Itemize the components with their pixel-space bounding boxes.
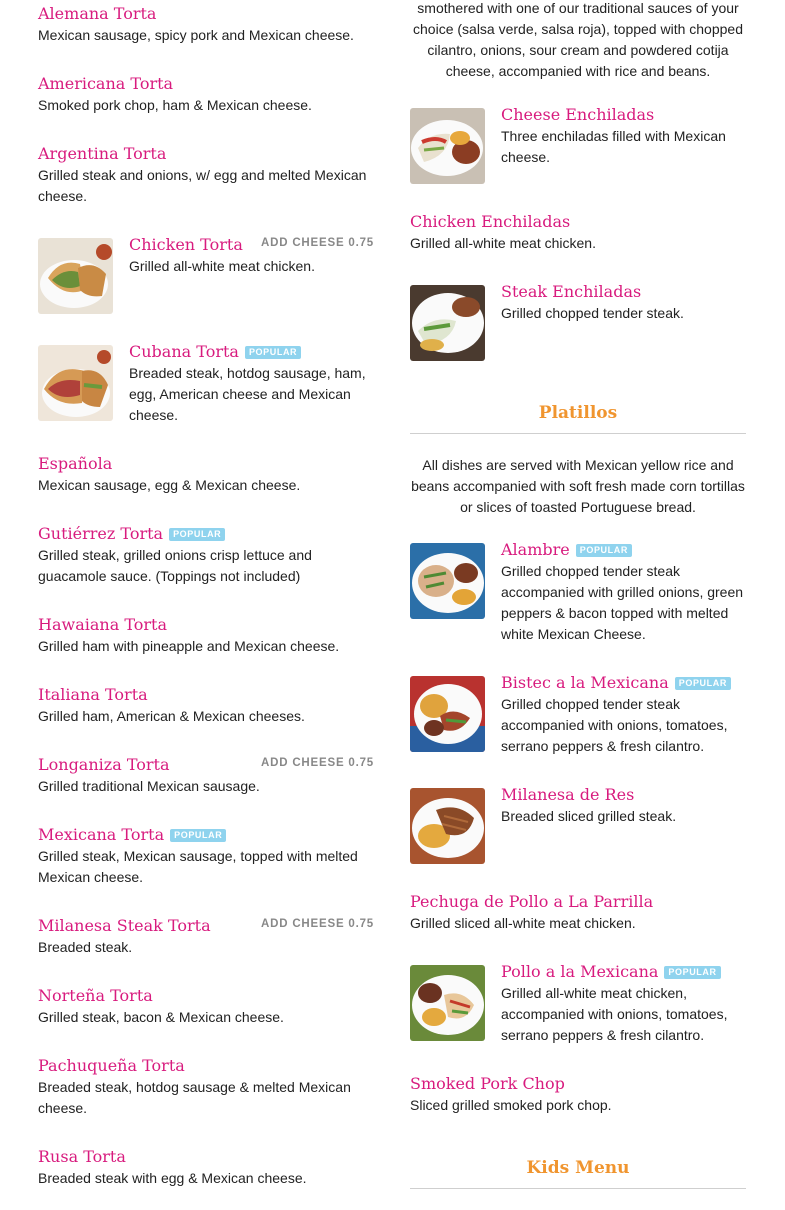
item-description: Breaded steak. xyxy=(38,939,133,955)
bistec-photo xyxy=(410,676,485,752)
add-cheese-option[interactable]: ADD CHEESE 0.75 xyxy=(261,918,374,930)
item-title xyxy=(38,825,374,845)
menu-item-nortena-torta[interactable] xyxy=(38,986,374,1028)
kids-menu-section-title: Kids Menu xyxy=(526,1158,630,1178)
milanesa-photo xyxy=(410,788,485,864)
chicken-torta-photo xyxy=(38,238,113,314)
menu-item-chicken-torta[interactable] xyxy=(38,235,374,315)
menu-item-chicken-enchiladas[interactable] xyxy=(410,212,746,254)
item-title: Chicken Torta xyxy=(129,235,243,254)
item-description: Breaded sliced grilled steak. xyxy=(501,808,677,824)
item-title-text: Alambre xyxy=(501,540,570,559)
item-description: Grilled traditional Mexican sausage. xyxy=(38,778,260,794)
popular-badge: POPULAR xyxy=(170,829,226,842)
item-description: Grilled sliced all-white meat chicken. xyxy=(410,915,636,931)
menu-item-argentina-torta[interactable] xyxy=(38,144,374,207)
item-description: Grilled steak, Mexican sausage, topped with melted Mexican cheese. xyxy=(38,848,358,885)
add-cheese-option[interactable]: ADD CHEESE 0.75 xyxy=(261,237,374,249)
menu-item-alemana-torta[interactable] xyxy=(38,4,374,46)
item-title xyxy=(501,540,746,560)
item-title: Pachuqueña Torta xyxy=(38,1056,185,1075)
item-description: Smoked pork chop, ham & Mexican cheese. xyxy=(38,97,312,113)
popular-badge: POPULAR xyxy=(245,346,301,359)
popular-badge: POPULAR xyxy=(664,966,720,979)
item-title: Italiana Torta xyxy=(38,685,148,704)
item-title: Longaniza Torta xyxy=(38,755,170,774)
steak-enchiladas-photo xyxy=(410,285,485,361)
item-title xyxy=(129,342,374,362)
item-title: Americana Torta xyxy=(38,74,174,93)
platillos-section-title: Platillos xyxy=(538,403,618,423)
menu-item-cubana-torta[interactable] xyxy=(38,342,374,424)
menu-item-americana-torta[interactable] xyxy=(38,74,374,116)
item-description: Mexican sausage, egg & Mexican cheese. xyxy=(38,477,301,493)
item-title-text: Gutiérrez Torta xyxy=(38,524,164,543)
menu-item-longaniza-torta[interactable] xyxy=(38,755,374,797)
menu-item-bistec-a-la-mexicana[interactable] xyxy=(410,673,746,753)
pollo-mexicana-photo xyxy=(410,965,485,1041)
menu-item-alambre[interactable] xyxy=(410,540,746,640)
item-title: Española xyxy=(38,454,113,473)
add-cheese-option[interactable]: ADD CHEESE 0.75 xyxy=(261,757,374,769)
menu-item-pechuga-de-pollo[interactable] xyxy=(410,892,746,934)
item-title xyxy=(501,673,746,693)
item-title: Hawaiana Torta xyxy=(38,615,167,634)
item-title: Steak Enchiladas xyxy=(501,282,642,301)
item-title-text: Mexicana Torta xyxy=(38,825,165,844)
item-title: Chicken Enchiladas xyxy=(410,212,571,231)
menu-item-cheese-enchiladas[interactable] xyxy=(410,105,746,185)
menu-item-milanesa-steak-torta[interactable] xyxy=(38,916,374,958)
section-divider xyxy=(410,1188,746,1189)
item-title: Cheese Enchiladas xyxy=(501,105,655,124)
item-title-text: Bistec a la Mexicana xyxy=(501,673,669,692)
menu-item-steak-enchiladas[interactable] xyxy=(410,282,746,362)
item-description: Breaded steak, hotdog sausage, ham, egg, American cheese and Mexican cheese. xyxy=(129,365,366,423)
item-description: Grilled steak and onions, w/ egg and melted Mexican cheese. xyxy=(38,167,367,204)
cheese-enchiladas-photo xyxy=(410,108,485,184)
item-description: Sliced grilled smoked pork chop. xyxy=(410,1097,612,1113)
item-title xyxy=(501,962,746,982)
menu-item-pachuquena-torta[interactable] xyxy=(38,1056,374,1119)
enchiladas-description-continued: smothered with one of our traditional sauces of your choice (salsa verde, salsa roja), topped with chopped cilantro, onions, sour cream and powdered cotija cheese, accompanied with rice and beans. xyxy=(413,0,743,79)
item-description: Breaded steak, hotdog sausage & melted Mexican cheese. xyxy=(38,1079,351,1116)
item-title: Pechuga de Pollo a La Parrilla xyxy=(410,892,654,911)
item-title: Milanesa de Res xyxy=(501,785,635,804)
item-description: Three enchiladas filled with Mexican cheese. xyxy=(501,128,726,165)
menu-item-smoked-pork-chop[interactable] xyxy=(410,1074,746,1116)
popular-badge: POPULAR xyxy=(576,544,632,557)
platillos-intro: All dishes are served with Mexican yellow rice and beans accompanied with soft fresh made corn tortillas or slices of toasted Portuguese bread. xyxy=(411,457,745,515)
item-title: Rusa Torta xyxy=(38,1147,126,1166)
menu-item-pollo-a-la-mexicana[interactable] xyxy=(410,962,746,1042)
item-title-text: Pollo a la Mexicana xyxy=(501,962,659,981)
item-description: Breaded steak with egg & Mexican cheese. xyxy=(38,1170,307,1186)
item-title: Norteña Torta xyxy=(38,986,153,1005)
menu-item-espanola[interactable] xyxy=(38,454,374,496)
menu-item-milanesa-de-res[interactable] xyxy=(410,785,746,865)
item-title-text: Cubana Torta xyxy=(129,342,239,361)
item-description: Grilled chopped tender steak accompanied with grilled onions, green peppers & bacon topped with melted white Mexican Cheese. xyxy=(501,563,744,642)
item-description: Mexican sausage, spicy pork and Mexican cheese. xyxy=(38,27,354,43)
item-description: Grilled steak, bacon & Mexican cheese. xyxy=(38,1009,284,1025)
menu-item-gutierrez-torta[interactable] xyxy=(38,524,374,587)
popular-badge: POPULAR xyxy=(169,528,225,541)
item-description: Grilled chopped tender steak accompanied with onions, tomatoes, serrano peppers & fresh cilantro. xyxy=(501,696,728,754)
item-description: Grilled ham with pineapple and Mexican cheese. xyxy=(38,638,340,654)
popular-badge: POPULAR xyxy=(675,677,731,690)
menu-item-hawaiana-torta[interactable] xyxy=(38,615,374,657)
menu-item-italiana-torta[interactable] xyxy=(38,685,374,727)
item-description: Grilled chopped tender steak. xyxy=(501,305,684,321)
menu-item-rusa-torta[interactable] xyxy=(38,1147,374,1189)
menu-item-mexicana-torta[interactable] xyxy=(38,825,374,888)
item-title: Milanesa Steak Torta xyxy=(38,916,211,935)
item-title: Smoked Pork Chop xyxy=(410,1074,565,1093)
item-description: Grilled all-white meat chicken, accompanied with onions, tomatoes, serrano peppers & fresh cilantro. xyxy=(501,985,728,1043)
section-divider xyxy=(410,433,746,434)
item-description: Grilled ham, American & Mexican cheeses. xyxy=(38,708,305,724)
item-title xyxy=(38,524,374,544)
alambre-photo xyxy=(410,543,485,619)
item-description: Grilled steak, grilled onions crisp lettuce and guacamole sauce. (Toppings not included) xyxy=(38,547,312,584)
item-description: Grilled all-white meat chicken. xyxy=(410,235,596,251)
item-title: Alemana Torta xyxy=(38,4,157,23)
item-title: Argentina Torta xyxy=(38,144,167,163)
cubana-torta-photo xyxy=(38,345,113,421)
item-description: Grilled all-white meat chicken. xyxy=(129,258,315,274)
